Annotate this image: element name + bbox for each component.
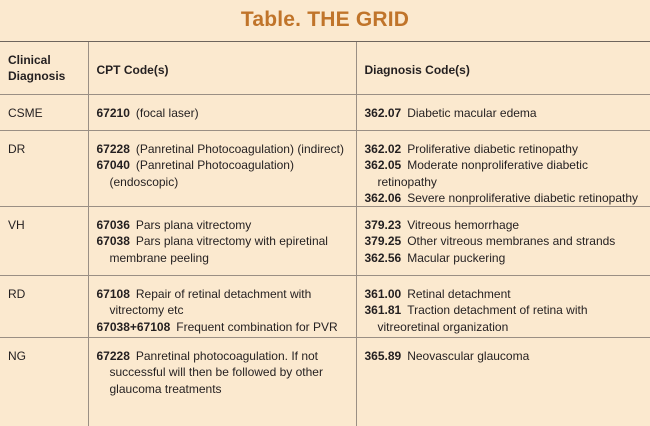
cpt-code: 67210 bbox=[96, 106, 130, 120]
cpt-cell bbox=[88, 131, 356, 207]
cpt-entry bbox=[97, 141, 350, 157]
cpt-entry bbox=[97, 286, 350, 319]
dx-desc: Neovascular glaucoma bbox=[407, 349, 530, 364]
table-title: Table. THE GRID bbox=[240, 8, 410, 31]
table-row bbox=[0, 207, 650, 276]
cpt-entry bbox=[97, 157, 350, 190]
table-row bbox=[0, 131, 650, 207]
dx-entry bbox=[365, 250, 645, 266]
cpt-desc: Pars plana vitrectomy with epiretinal membrane peeling bbox=[109, 234, 328, 265]
header-clinical-line2: Diagnosis bbox=[8, 69, 66, 83]
cpt-desc: (Panretinal Photocoagulation) (endoscopic) bbox=[109, 158, 294, 189]
dx-desc: Severe nonproliferative diabetic retinopathy bbox=[407, 190, 639, 205]
cpt-code: 67038+67108 bbox=[96, 319, 171, 334]
cpt-desc: Pars plana vitrectomy bbox=[135, 218, 252, 233]
dx-code: 361.00 bbox=[364, 287, 402, 302]
dx-entry bbox=[365, 286, 645, 302]
header-clinical-line1: Clinical bbox=[8, 52, 51, 67]
header-diagnosis-codes: Diagnosis Code(s) bbox=[356, 42, 650, 95]
dx-desc: Retinal detachment bbox=[407, 287, 511, 302]
dx-entry bbox=[365, 302, 645, 335]
header-clinical-diagnosis bbox=[0, 42, 88, 95]
table-row bbox=[0, 276, 650, 338]
dx-code: 362.05 bbox=[364, 158, 402, 173]
cpt-entry bbox=[97, 348, 350, 397]
diagnosis-cell: RD bbox=[0, 276, 88, 338]
cpt-cell bbox=[88, 95, 356, 131]
cpt-desc: Frequent combination for PVR bbox=[176, 319, 338, 334]
dx-entry bbox=[365, 348, 645, 364]
dx-code: 361.81 bbox=[364, 303, 402, 318]
cpt-cell bbox=[88, 207, 356, 276]
dx-desc: Moderate nonproliferative diabetic retinopathy bbox=[377, 158, 588, 189]
dx-entry bbox=[365, 157, 645, 190]
cpt-code: 67228 bbox=[96, 142, 130, 156]
dx-entry bbox=[365, 190, 645, 206]
cpt-code: 67038 bbox=[96, 234, 130, 249]
dx-desc: Vitreous hemorrhage bbox=[407, 218, 520, 233]
cpt-desc: Repair of retinal detachment with vitrectomy etc bbox=[109, 287, 312, 318]
dx-cell bbox=[356, 207, 650, 276]
cpt-desc: (Panretinal Photocoagulation) (indirect) bbox=[135, 142, 344, 156]
dx-code: 362.02 bbox=[364, 142, 402, 156]
cpt-cell bbox=[88, 276, 356, 338]
cpt-desc: (focal laser) bbox=[135, 106, 199, 120]
cpt-desc: Panretinal photocoagulation. If not successful will then be followed by other glaucoma treatments bbox=[109, 349, 323, 396]
dx-code: 362.56 bbox=[364, 250, 402, 265]
dx-code: 379.25 bbox=[364, 234, 402, 249]
cpt-code: 67040 bbox=[96, 158, 130, 173]
dx-entry bbox=[365, 141, 645, 157]
dx-cell bbox=[356, 131, 650, 207]
dx-code: 362.07 bbox=[364, 106, 402, 120]
dx-desc: Diabetic macular edema bbox=[407, 106, 537, 120]
dx-entry bbox=[365, 233, 645, 249]
cpt-entry bbox=[97, 105, 350, 121]
table-row bbox=[0, 95, 650, 131]
cpt-entry bbox=[97, 319, 350, 335]
dx-code: 365.89 bbox=[364, 349, 402, 364]
diagnosis-cell: DR bbox=[0, 131, 88, 207]
cpt-code: 67036 bbox=[96, 218, 130, 233]
diagnosis-cell: VH bbox=[0, 207, 88, 276]
dx-desc: Proliferative diabetic retinopathy bbox=[407, 142, 578, 156]
header-cpt-codes: CPT Code(s) bbox=[88, 42, 356, 95]
header-row bbox=[0, 42, 650, 95]
dx-desc: Traction detachment of retina with vitreoretinal organization bbox=[377, 303, 588, 334]
diagnosis-cell: CSME bbox=[0, 95, 88, 131]
dx-desc: Macular puckering bbox=[407, 250, 506, 265]
cpt-entry bbox=[97, 217, 350, 233]
cpt-code: 67108 bbox=[96, 287, 130, 302]
diagnosis-cell: NG bbox=[0, 338, 88, 426]
dx-desc: Other vitreous membranes and strands bbox=[407, 234, 616, 249]
dx-cell bbox=[356, 276, 650, 338]
dx-code: 362.06 bbox=[364, 190, 402, 205]
dx-cell bbox=[356, 95, 650, 131]
dx-code: 379.23 bbox=[364, 218, 402, 233]
dx-entry bbox=[365, 105, 645, 121]
dx-entry bbox=[365, 217, 645, 233]
cpt-code: 67228 bbox=[96, 349, 130, 364]
cpt-entry bbox=[97, 233, 350, 266]
grid-table bbox=[0, 41, 650, 426]
